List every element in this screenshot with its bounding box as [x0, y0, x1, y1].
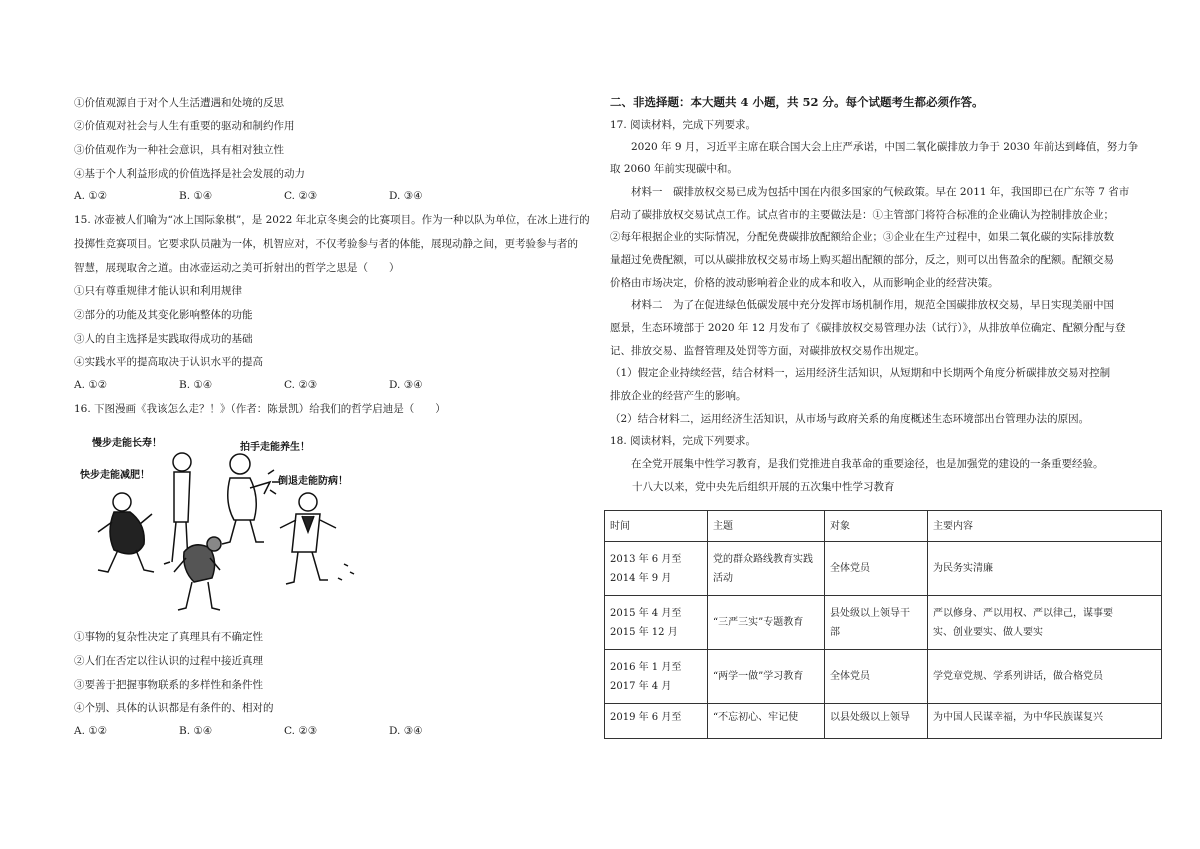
cell-line: 学党章党规、学系列讲话，做合格党员: [933, 671, 1103, 682]
q17-line-8: 材料二 为了在促进绿色低碳发展中充分发挥市场机制作用，规范全国碳排放权交易，早日实现美丽中国: [610, 299, 1114, 311]
q15-option-4: ④实践水平的提高取决于认识水平的提高: [74, 356, 263, 368]
cell-line: 全体党员: [830, 563, 870, 574]
q17-sub-2: （2）结合材料二，运用经济生活知识，从市场与政府关系的角度概述生态环境部出台管理办法的原因。: [610, 413, 1090, 425]
cell-line: 2016 年 1 月至: [610, 661, 682, 673]
q18-intro: 在全党开展集中性学习教育，是我们党推进自我革命的重要途径，也是加强党的建设的一条重要经验。: [610, 458, 1104, 470]
cell-line: 全体党员: [830, 671, 870, 682]
q17-line-4: 启动了碳排放权交易试点工作。试点省市的主要做法是：①主管部门将符合标准的企业确认为控制排放企业；: [610, 209, 1114, 221]
cell-line: 2013 年 6 月至: [610, 553, 682, 565]
q15-option-2: ②部分的功能及其变化影响整体的功能: [74, 309, 253, 321]
cell-target: [825, 542, 928, 596]
cell-theme: [708, 596, 825, 650]
cell-target: [825, 596, 928, 650]
q16-option-4: ④个别、具体的认识都是有条件的、相对的: [74, 702, 274, 714]
cell-line: 部: [830, 626, 840, 638]
q14-option-2: ②价值观对社会与人生有重要的驱动和制约作用: [74, 120, 295, 132]
choice-b: B. ①④: [179, 725, 213, 737]
cartoon-caption-clap: 拍手走能养生！: [240, 442, 310, 453]
table-row: [605, 650, 1162, 704]
section-title: 二、非选择题：本大题共 4 小题，共 52 分。每个试题考生都必须作答。: [610, 95, 984, 109]
cell-theme: [708, 542, 825, 596]
choice-d: D. ③④: [389, 725, 423, 737]
cell-line: 2017 年 4 月: [610, 680, 672, 692]
q17-line-2: 取 2060 年前实现碳中和。: [610, 163, 738, 175]
cell-line: 活动: [713, 572, 733, 584]
q16-option-1: ①事物的复杂性决定了真理具有不确定性: [74, 631, 263, 643]
choice-a: A. ①②: [74, 725, 108, 737]
q15-stem-line-2: 投掷性竞赛项目。它要求队员融为一体，机智应对，不仅考验参与者的体能，展现动静之间，更考验参与者的: [74, 238, 578, 250]
q14-choices: [74, 190, 494, 202]
cell-time: [605, 650, 708, 704]
table-caption: 十八大以来，党中央先后组织开展的五次集中性学习教育: [632, 481, 895, 493]
header-content: 主要内容: [928, 511, 1162, 542]
q17-title: 17. 阅读材料，完成下列要求。: [610, 119, 757, 131]
q16-option-2: ②人们在否定以往认识的过程中接近真理: [74, 655, 263, 667]
header-time: 时间: [605, 511, 708, 542]
table-row: [605, 542, 1162, 596]
table-row: [605, 704, 1162, 739]
cell-line: 2019 年 6 月至: [610, 712, 682, 723]
q17-sub-1-line-1: （1）假定企业持续经营，结合材料一，运用经济生活知识，从短期和中长期两个角度分析碳排放交易对控制: [610, 367, 1111, 379]
cell-line: 2015 年 4 月至: [610, 607, 682, 619]
q16-stem: 16. 下图漫画《我该怎么走？！》（作者：陈景凯）给我们的哲学启迪是（ ）: [74, 403, 446, 415]
q15-stem-line-3: 智慧，展现取舍之道。由冰壶运动之美可折射出的哲学之思是（ ）: [74, 262, 400, 274]
cartoon-caption-back: 倒退走能防病！: [278, 476, 348, 487]
cell-line: “三严三实”专题教育: [713, 617, 804, 628]
cell-theme: [708, 650, 825, 704]
q17-line-10: 记、排放交易、监督管理及处罚等方面，对碳排放权交易作出规定。: [610, 345, 925, 357]
choice-c: C. ②③: [284, 379, 318, 391]
q16-option-3: ③要善于把握事物联系的多样性和条件性: [74, 679, 263, 691]
q15-stem-line-1: 15. 冰壶被人们喻为“冰上国际象棋”，是 2022 年北京冬奥会的比赛项目。作为一种以队为单位，在冰上进行的: [74, 214, 590, 226]
cell-line: 实、创业要实、做人要实: [933, 626, 1043, 638]
q17-sub-1-line-2: 排放企业的经营产生的影响。: [610, 390, 747, 402]
q14-option-4: ④基于个人利益形成的价值选择是社会发展的动力: [74, 168, 305, 180]
header-theme: 主题: [708, 511, 825, 542]
cell-content: [928, 704, 1162, 739]
cell-time: [605, 704, 708, 739]
choice-a: A. ①②: [74, 190, 108, 202]
cell-content: [928, 650, 1162, 704]
cell-line: 为民务实清廉: [933, 563, 993, 574]
cell-line: “不忘初心、牢记使: [713, 712, 799, 723]
q14-option-3: ③价值观作为一种社会意识，具有相对独立性: [74, 144, 284, 156]
cell-content: [928, 542, 1162, 596]
choice-d: D. ③④: [389, 190, 423, 202]
cell-line: 严以修身、严以用权、严以律己，谋事要: [933, 607, 1113, 619]
cell-target: [825, 704, 928, 739]
cartoon-caption-slow: 慢步走能长寿！: [92, 438, 162, 449]
q16-choices: [74, 725, 494, 737]
cell-time: [605, 596, 708, 650]
table-header-row: [605, 511, 1162, 542]
cell-line: 党的群众路线教育实践: [713, 553, 813, 565]
cell-line: 以县处级以上领导: [830, 712, 910, 723]
q17-line-6: 量超过免费配额，可以从碳排放权交易市场上购买超出配额的部分，反之，则可以出售盈余的配额。配额交易: [610, 254, 1114, 266]
q18-title: 18. 阅读材料，完成下列要求。: [610, 435, 757, 447]
table-row: [605, 596, 1162, 650]
cell-content: [928, 596, 1162, 650]
q15-option-3: ③人的自主选择是实践取得成功的基础: [74, 333, 253, 345]
choice-c: C. ②③: [284, 725, 318, 737]
choice-b: B. ①④: [179, 379, 213, 391]
q15-option-1: ①只有尊重规律才能认识和利用规律: [74, 285, 242, 297]
q17-line-9: 愿景，生态环境部于 2020 年 12 月发布了《碳排放权交易管理办法（试行）》，从排放单位确定、配额分配与登: [610, 322, 1126, 334]
cell-line: 2015 年 12 月: [610, 626, 678, 638]
q17-line-1: 2020 年 9 月，习近平主席在联合国大会上庄严承诺，中国二氧化碳排放力争于 2030 年前达到峰值，努力争: [610, 141, 1139, 153]
cell-theme: [708, 704, 825, 739]
cartoon-image: [74, 432, 364, 620]
q15-choices: [74, 379, 494, 391]
choice-a: A. ①②: [74, 379, 108, 391]
header-target: 对象: [825, 511, 928, 542]
choice-c: C. ②③: [284, 190, 318, 202]
q17-line-3: 材料一 碳排放权交易已成为包括中国在内很多国家的气候政策。早在 2011 年，我国即已在广东等 7 省市: [610, 186, 1130, 198]
cell-time: [605, 542, 708, 596]
q14-option-1: ①价值观源自于对个人生活遭遇和处境的反思: [74, 97, 284, 109]
cell-line: “两学一做”学习教育: [713, 671, 804, 682]
q17-line-5: ②每年根据企业的实际情况，分配免费碳排放配额给企业；③企业在生产过程中，如果二氧化碳的实际排放数: [610, 231, 1114, 243]
cartoon-caption-fast: 快步走能减肥！: [80, 470, 150, 481]
choice-d: D. ③④: [389, 379, 423, 391]
cell-line: 2014 年 9 月: [610, 572, 672, 584]
choice-b: B. ①④: [179, 190, 213, 202]
q17-line-7: 价格由市场决定，价格的波动影响着企业的成本和收入，从而影响企业的经营决策。: [610, 277, 999, 289]
study-campaign-table: [604, 510, 1162, 739]
cell-target: [825, 650, 928, 704]
cell-line: 为中国人民谋幸福，为中华民族谋复兴: [933, 712, 1103, 723]
cell-line: 县处级以上领导干: [830, 607, 910, 619]
